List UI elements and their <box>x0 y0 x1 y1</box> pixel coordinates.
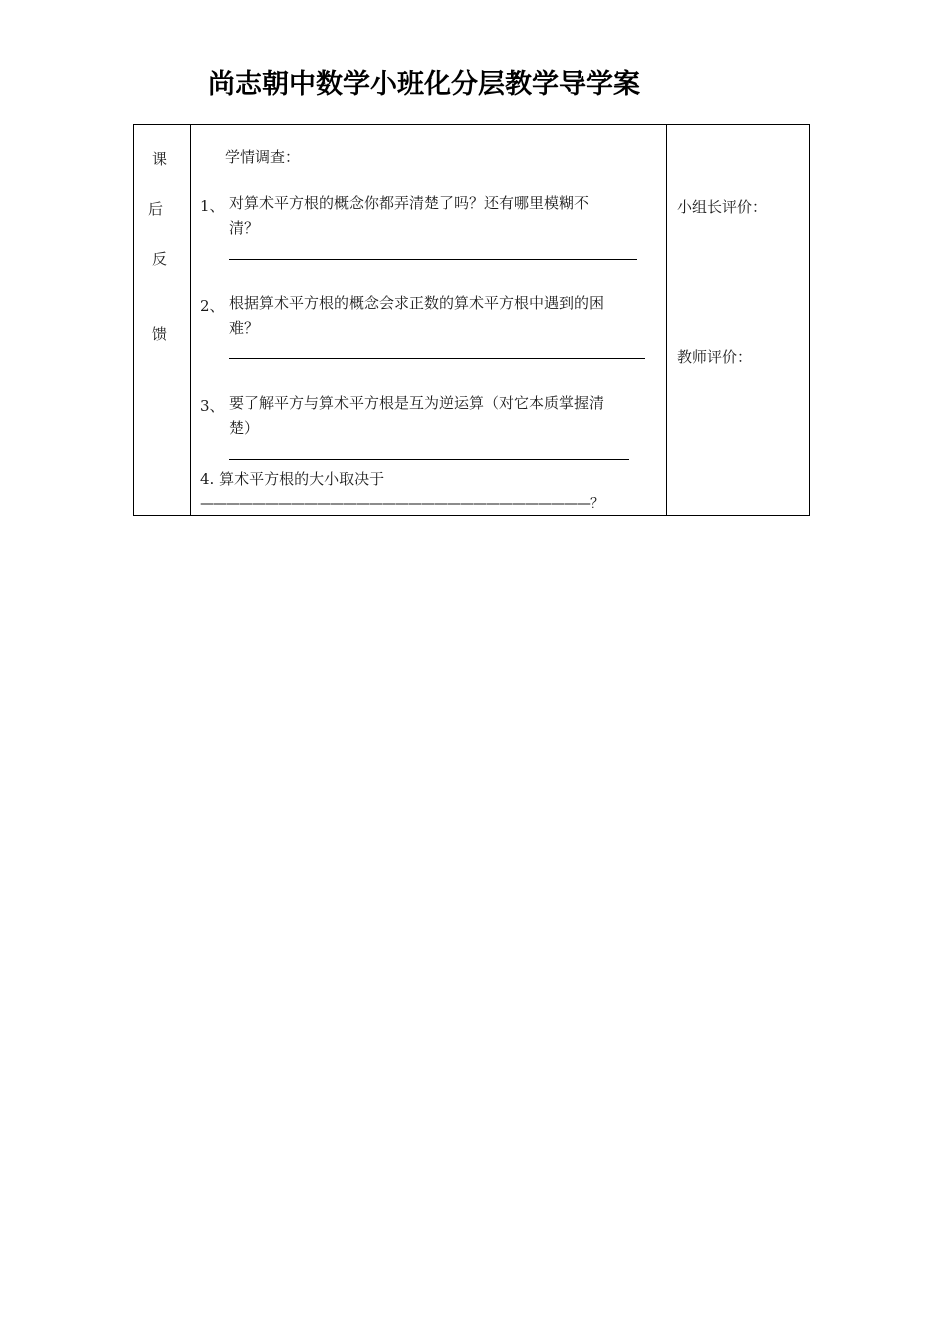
question-number: 3、 <box>200 397 225 415</box>
page-title: 尚志朝中数学小班化分层教学导学案 <box>208 69 640 100</box>
question-text: 难？ <box>229 319 260 337</box>
question-text: 4. 算术平方根的大小取决于 <box>200 470 385 488</box>
group-leader-evaluation-label: 小组长评价： <box>677 198 768 216</box>
feedback-table <box>133 124 810 516</box>
question-text: 要了解平方与算术平方根是互为逆运算（对它本质掌握清 <box>229 394 605 412</box>
answer-line[interactable] <box>229 358 645 359</box>
answer-line[interactable] <box>229 259 637 260</box>
side-label-char: 馈 <box>152 325 168 343</box>
side-label-char: 后 <box>148 200 164 218</box>
teacher-evaluation-label: 教师评价： <box>677 348 753 366</box>
survey-cell <box>191 125 667 516</box>
answer-line[interactable] <box>229 459 629 460</box>
question-text: 楚） <box>229 419 260 437</box>
survey-heading: 学情调查： <box>225 148 301 166</box>
evaluation-cell <box>667 125 810 516</box>
question-number: 2、 <box>200 297 225 315</box>
question-text: 清？ <box>229 219 260 237</box>
side-label-char: 反 <box>152 250 168 268</box>
answer-blank[interactable]: ——————————————————————————————？ <box>200 496 603 512</box>
side-label-cell <box>134 125 191 516</box>
question-number: 1、 <box>200 197 225 215</box>
question-text: 根据算术平方根的概念会求正数的算术平方根中遇到的困 <box>229 294 605 312</box>
side-label-char: 课 <box>152 150 168 168</box>
question-text: 对算术平方根的概念你都弄清楚了吗？还有哪里模糊不 <box>229 194 590 212</box>
